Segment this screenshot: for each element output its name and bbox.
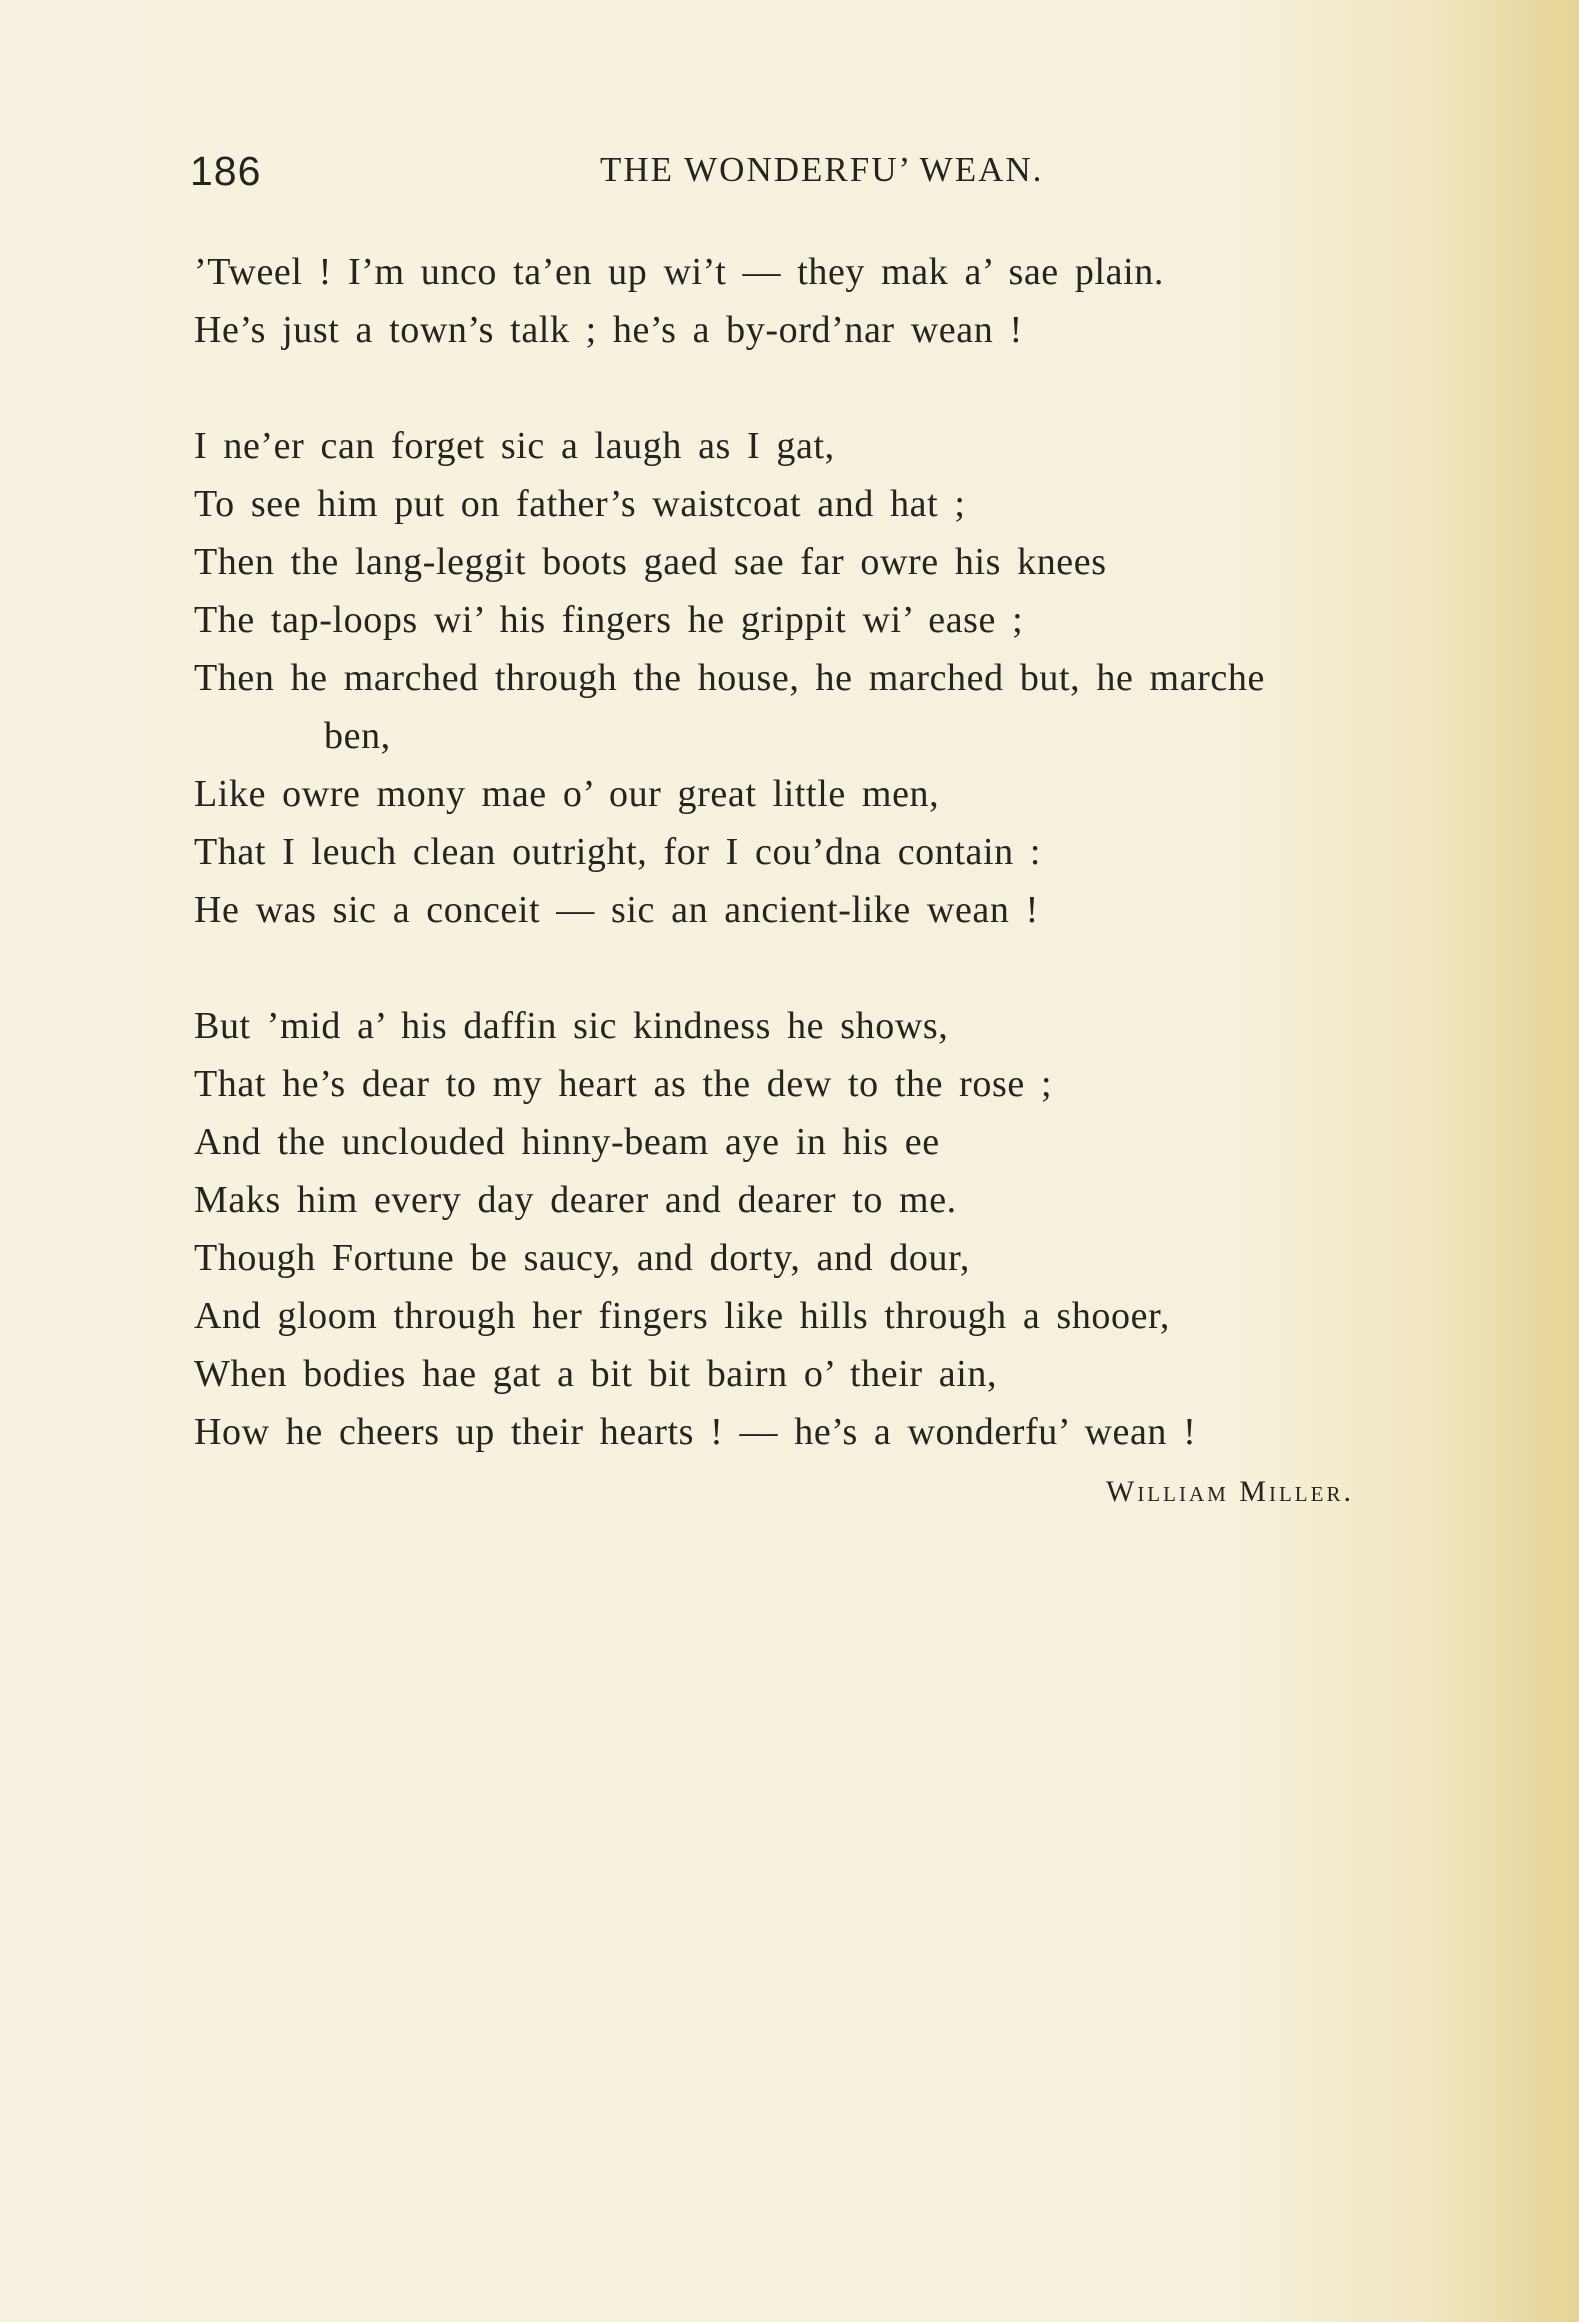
stanza (194, 243, 1494, 359)
stanza (194, 417, 1494, 939)
poem-line: How he cheers up their hearts ! — he’s a wonderfu’ wean ! (194, 1411, 1197, 1453)
author-attribution: William Miller. (1106, 1475, 1354, 1508)
poem-line: The tap-loops wi’ his fingers he grippit wi’ ease ; (194, 599, 1024, 641)
poem-line-continuation: ben, (324, 715, 391, 757)
stanza (194, 997, 1494, 1461)
poem-line: Like owre mony mae o’ our great little men, (194, 773, 940, 815)
poem-line: Maks him every day dearer and dearer to me. (194, 1179, 957, 1221)
poem-line: He was sic a conceit — sic an ancient-like wean ! (194, 889, 1039, 931)
poem-line: And gloom through her fingers like hills through a shooer, (194, 1295, 1170, 1337)
poem-line: To see him put on father’s waistcoat and hat ; (194, 483, 966, 525)
poem-line: And the unclouded hinny-beam aye in his ee (194, 1121, 940, 1163)
poem-line: When bodies hae gat a bit bit bairn o’ their ain, (194, 1353, 998, 1395)
poem-line: ’Tweel ! I’m unco ta’en up wi’t — they mak a’ sae plain. (194, 251, 1164, 293)
page-number: 186 (190, 148, 262, 194)
poem-line: Then he marched through the house, he marched but, he marche (194, 657, 1265, 699)
poem-line: But ’mid a’ his daffin sic kindness he shows, (194, 1005, 949, 1047)
poem-line: I ne’er can forget sic a laugh as I gat, (194, 425, 835, 467)
poem (194, 243, 1494, 1461)
stanza-break (194, 359, 1494, 417)
poem-line: Though Fortune be saucy, and dorty, and dour, (194, 1237, 970, 1279)
poem-line: Then the lang-leggit boots gaed sae far owre his knees (194, 541, 1107, 583)
poem-line: That I leuch clean outright, for I cou’dna contain : (194, 831, 1042, 873)
poem-line: He’s just a town’s talk ; he’s a by-ord’nar wean ! (194, 309, 1023, 351)
page-header (190, 148, 1390, 198)
stanza-break (194, 939, 1494, 997)
poem-line: That he’s dear to my heart as the dew to the rose ; (194, 1063, 1053, 1105)
running-title: THE WONDERFU’ WEAN. (600, 150, 1044, 189)
